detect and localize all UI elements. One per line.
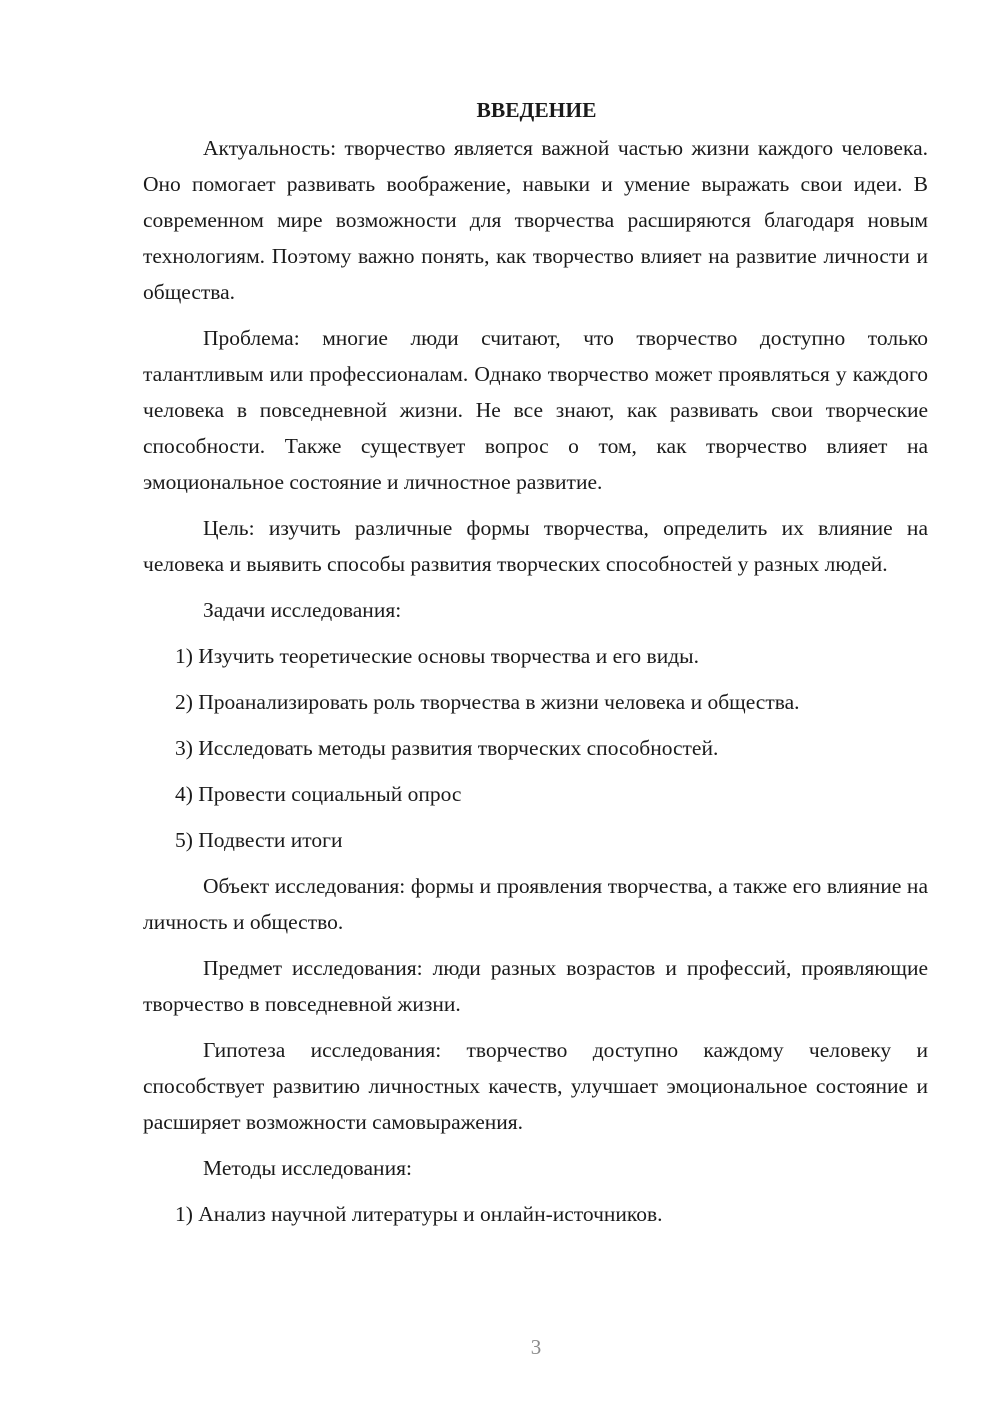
- goal-paragraph: Цель: изучить различные формы творчества, определить их влияние на человека и выявить способы развития творческих способностей у разных людей.: [143, 516, 928, 576]
- problem-paragraph: Проблема: многие люди считают, что творчество доступно только талантливым или профессионалам. Однако творчество может проявляться у каждого человека в повседневной жизни. Не все знают, как развивать свои творческие способности. Также существует вопрос о том, как творчество влияет на эмоциональное состояние и личностное развитие.: [143, 326, 928, 494]
- list-item: 2) Проанализировать роль творчества в жизни человека и общества.: [175, 690, 800, 714]
- section-heading: ВВЕДЕНИЕ: [476, 98, 597, 122]
- list-item: 5) Подвести итоги: [175, 828, 343, 852]
- list-item: 4) Провести социальный опрос: [175, 782, 462, 806]
- hypothesis-paragraph: Гипотеза исследования: творчество доступно каждому человеку и способствует развитию личностных качеств, улучшает эмоциональное состояние и расширяет возможности самовыражения.: [143, 1038, 928, 1134]
- relevance-paragraph: Актуальность: творчество является важной частью жизни каждого человека. Оно помогает развивать воображение, навыки и умение выражать свои идеи. В современном мире возможности для творчества расширяются благодаря новым технологиям. Поэтому важно понять, как творчество влияет на развитие личности и общества.: [143, 136, 928, 304]
- methods-list: [143, 1196, 928, 1232]
- tasks-label: Задачи исследования:: [203, 598, 402, 622]
- document-page: [143, 92, 928, 1242]
- list-item: 3) Исследовать методы развития творческих способностей.: [175, 736, 719, 760]
- page-number: 3: [530, 1335, 542, 1359]
- object-paragraph: Объект исследования: формы и проявления творчества, а также его влияние на личность и общество.: [143, 874, 928, 934]
- list-item: 1) Изучить теоретические основы творчества и его виды.: [175, 644, 699, 668]
- methods-label: Методы исследования:: [203, 1156, 412, 1180]
- tasks-list: [143, 638, 928, 858]
- list-item: 1) Анализ научной литературы и онлайн-источников.: [175, 1202, 663, 1226]
- subject-paragraph: Предмет исследования: люди разных возрастов и профессий, проявляющие творчество в повседневной жизни.: [143, 956, 928, 1016]
